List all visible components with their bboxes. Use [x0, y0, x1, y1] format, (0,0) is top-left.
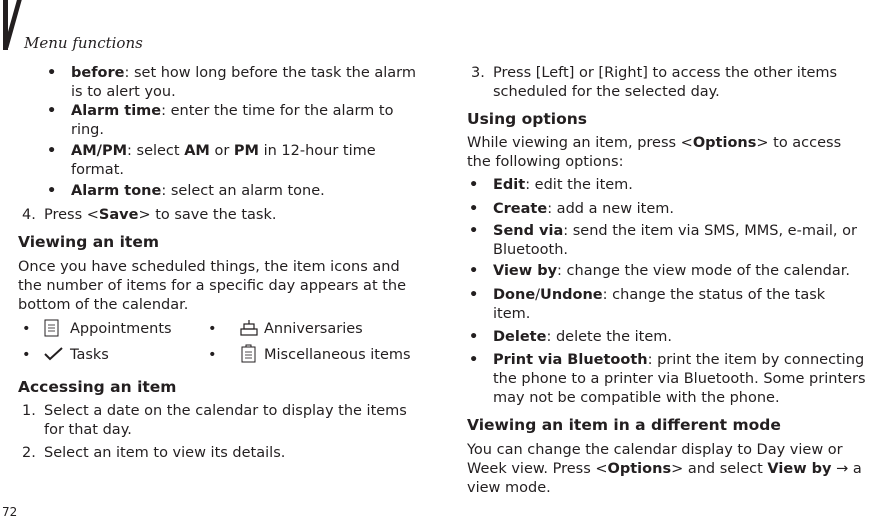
task-icon — [42, 344, 66, 364]
step-4: 4. Press <Save> to save the task. — [22, 207, 277, 223]
page-header-title: Menu functions — [24, 34, 143, 52]
option-edit: • Edit: edit the item. — [493, 176, 868, 195]
list-item-before: • before: set how long before the task the alarm is to alert you. — [71, 64, 426, 102]
option-view-by: • View by: change the view mode of the calendar. — [493, 262, 870, 281]
heading-viewing-item: Viewing an item — [18, 233, 159, 251]
misc-icon — [238, 344, 260, 364]
option-delete: • Delete: delete the item. — [493, 328, 868, 347]
header-bar — [3, 0, 8, 50]
anniversary-icon — [238, 318, 260, 338]
page-number: 72 — [2, 505, 18, 519]
list-item-alarm-time: • Alarm time: enter the time for the alarm to ring. — [71, 102, 426, 140]
heading-using-options: Using options — [467, 110, 588, 128]
option-print-via-bluetooth: • Print via Bluetooth: print the item by connecting the phone to a printer via Bluetooth. Some printers may not be compatible with the phone. — [493, 351, 870, 408]
step-2: 2. Select an item to view its details. — [22, 445, 286, 461]
option-send-via: • Send via: send the item via SMS, MMS, e-mail, or Bluetooth. — [493, 222, 870, 260]
appointment-icon — [42, 318, 62, 338]
step-3: 3. Press [Left] or [Right] to access the other items scheduled for the selected day. — [471, 65, 838, 100]
viewing-paragraph: Once you have scheduled things, the item icons and the number of items for a specific day appears at the bottom of the calendar. — [18, 259, 407, 313]
list-item-am-pm: • AM/PM: select AM or PM in 12-hour time format. — [71, 142, 411, 180]
option-done-undone: • Done/Undone: change the status of the task item. — [493, 286, 848, 324]
step-1: 1. Select a date on the calendar to display the items for that day. — [22, 403, 407, 438]
heading-accessing-item: Accessing an item — [18, 378, 177, 396]
options-intro: While viewing an item, press <Options> to access the following options: — [467, 135, 842, 170]
list-item-alarm-tone: • Alarm tone: select an alarm tone. — [71, 182, 426, 201]
option-create: • Create: add a new item. — [493, 200, 868, 219]
heading-different-mode: Viewing an item in a different mode — [467, 416, 781, 434]
mode-paragraph: You can change the calendar display to Day view or Week view. Press <Options> and select View by → a view mode. — [467, 442, 862, 496]
